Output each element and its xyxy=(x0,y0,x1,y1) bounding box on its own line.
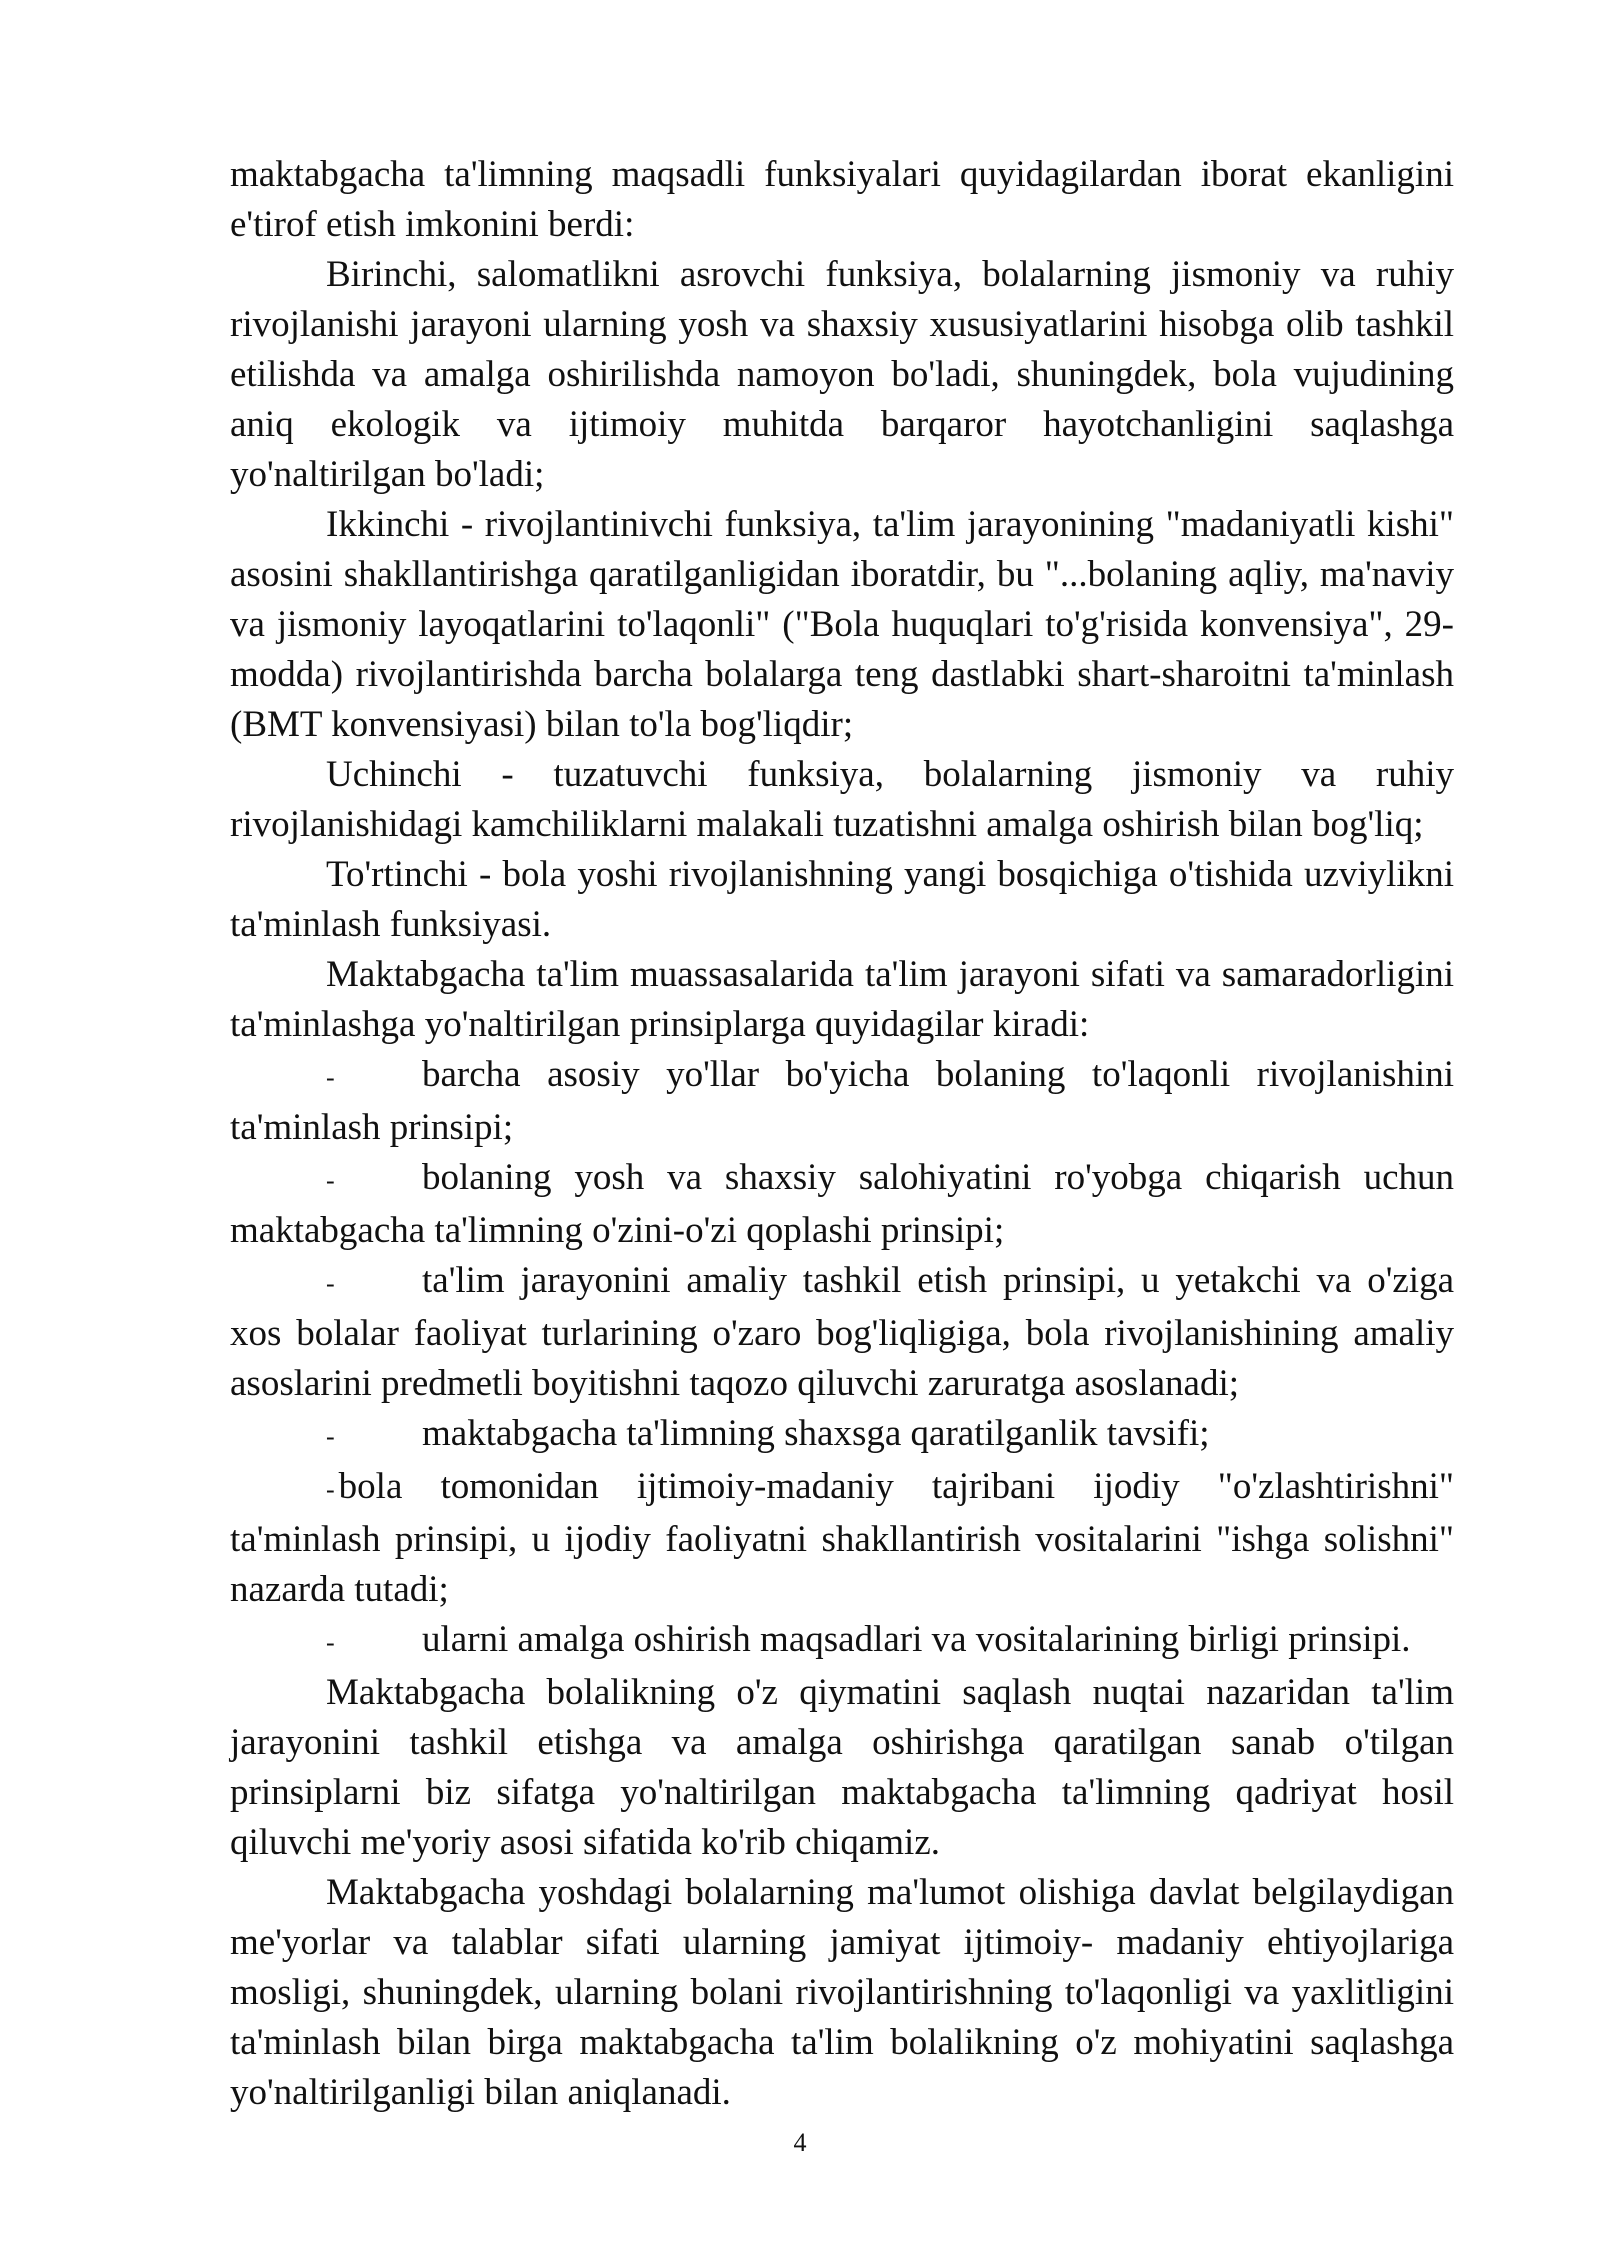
bullet-dash: - xyxy=(326,1422,335,1451)
bullet-text: ta'lim jarayonini amaliy tashkil etish prinsipi, u yetakchi va o'ziga xos bolalar faoliyat turlarining o'zaro bog'liqligiga, bola rivojlanishining amaliy asoslarini predmetli boyitishni taqozo qiluvchi zaruratga asoslanadi; xyxy=(230,1260,1454,1404)
paragraph-second-function: Ikkinchi - rivojlantinivchi funksiya, ta'lim jarayonining "madaniyatli kishi" asosini shakllantirishga qaratilganligidan iboratdir, bu "...bolaning aqliy, ma'naviy va jismoniy layoqatlarini to'laqonli" ("Bola huquqlari to'g'risida konvensiya", 29-modda) rivojlantirishda barcha bolalarga teng dastlabki shart-sharoitni ta'minlash (BMT konvensiyasi) bilan to'la bog'liqdir; xyxy=(230,504,1454,745)
paragraph-closing-principles: Maktabgacha bolalikning o'z qiymatini saqlash nuqtai nazaridan ta'lim jarayonini tashkil etishga va amalga oshirishga qaratilgan sanab o'tilgan prinsiplarni biz sifatga yo'naltirilgan maktabgacha ta'limning qadriyat hosil qiluvchi me'yoriy asosi sifatida ko'rib chiqamiz. xyxy=(230,1672,1454,1863)
bullet-dash: - xyxy=(326,1166,335,1195)
bullet-text: bolaning yosh va shaxsiy salohiyatini ro'yobga chiqarish uchun maktabgacha ta'limning o'zini-o'zi qoplashi prinsipi; xyxy=(230,1157,1454,1251)
page-number: 4 xyxy=(793,2128,807,2157)
bullet-item xyxy=(230,1615,1454,1668)
bullet-text: ularni amalga oshirish maqsadlari va vositalarining birligi prinsipi. xyxy=(422,1619,1411,1660)
bullet-item xyxy=(230,1462,1454,1615)
paragraph-principles-intro: Maktabgacha ta'lim muassasalarida ta'lim jarayoni sifati va samaradorligini ta'minlashga yo'naltirilgan prinsiplarga quyidagilar kiradi: xyxy=(230,954,1454,1045)
bullet-item xyxy=(230,1153,1454,1256)
paragraph-first-function: Birinchi, salomatlikni asrovchi funksiya, bolalarning jismoniy va ruhiy rivojlanishi jarayoni ularning yosh va shaxsiy xususiyatlarini hisobga olib tashkil etilishda va amalga oshirilishda namoyon bo'ladi, shuningdek, bola vujudining aniq ekologik va ijtimoiy muhitda barqaror hayotchanligini saqlashga yo'naltirilgan bo'ladi; xyxy=(230,254,1454,495)
paragraph-fourth-function: To'rtinchi - bola yoshi rivojlanishning yangi bosqichiga o'tishida uzviylikni ta'minlash funksiyasi. xyxy=(230,854,1454,945)
bullet-text: maktabgacha ta'limning shaxsga qaratilganlik tavsifi; xyxy=(422,1413,1210,1454)
bullet-item xyxy=(230,1409,1454,1462)
bullet-text: bola tomonidan ijtimoiy-madaniy tajribani ijodiy "o'zlashtirishni" ta'minlash prinsipi, u ijodiy faoliyatni shakllantirish vositalarini "ishga solishni" nazarda tutadi; xyxy=(230,1466,1454,1610)
bullet-text: barcha asosiy yo'llar bo'yicha bolaning to'laqonli rivojlanishini ta'minlash prinsipi; xyxy=(230,1054,1454,1148)
bullet-item xyxy=(230,1256,1454,1409)
bullet-dash: - xyxy=(326,1628,335,1657)
bullet-item xyxy=(230,1050,1454,1153)
paragraph-third-function: Uchinchi - tuzatuvchi funksiya, bolalarning jismoniy va ruhiy rivojlanishidagi kamchiliklarni malakali tuzatishni amalga oshirish bilan bog'liq; xyxy=(230,754,1454,845)
paragraph-continuation: maktabgacha ta'limning maqsadli funksiyalari quyidagilardan iborat ekanligini e'tirof etish imkonini berdi: xyxy=(230,154,1454,245)
body-text xyxy=(230,150,1454,2118)
bullet-dash: - xyxy=(326,1269,335,1298)
bullet-dash: - xyxy=(326,1475,335,1504)
bullet-dash: - xyxy=(326,1063,335,1092)
paragraph-closing-standards: Maktabgacha yoshdagi bolalarning ma'lumot olishiga davlat belgilaydigan me'yorlar va talablar sifati ularning jamiyat ijtimoiy- madaniy ehtiyojlariga mosligi, shuningdek, ularning bolani rivojlantirishning to'laqonligi va yaxlitligini ta'minlash bilan birga maktabgacha ta'lim bolalikning o'z mohiyatini saqlashga yo'naltirilganligi bilan aniqlanadi. xyxy=(230,1872,1454,2113)
